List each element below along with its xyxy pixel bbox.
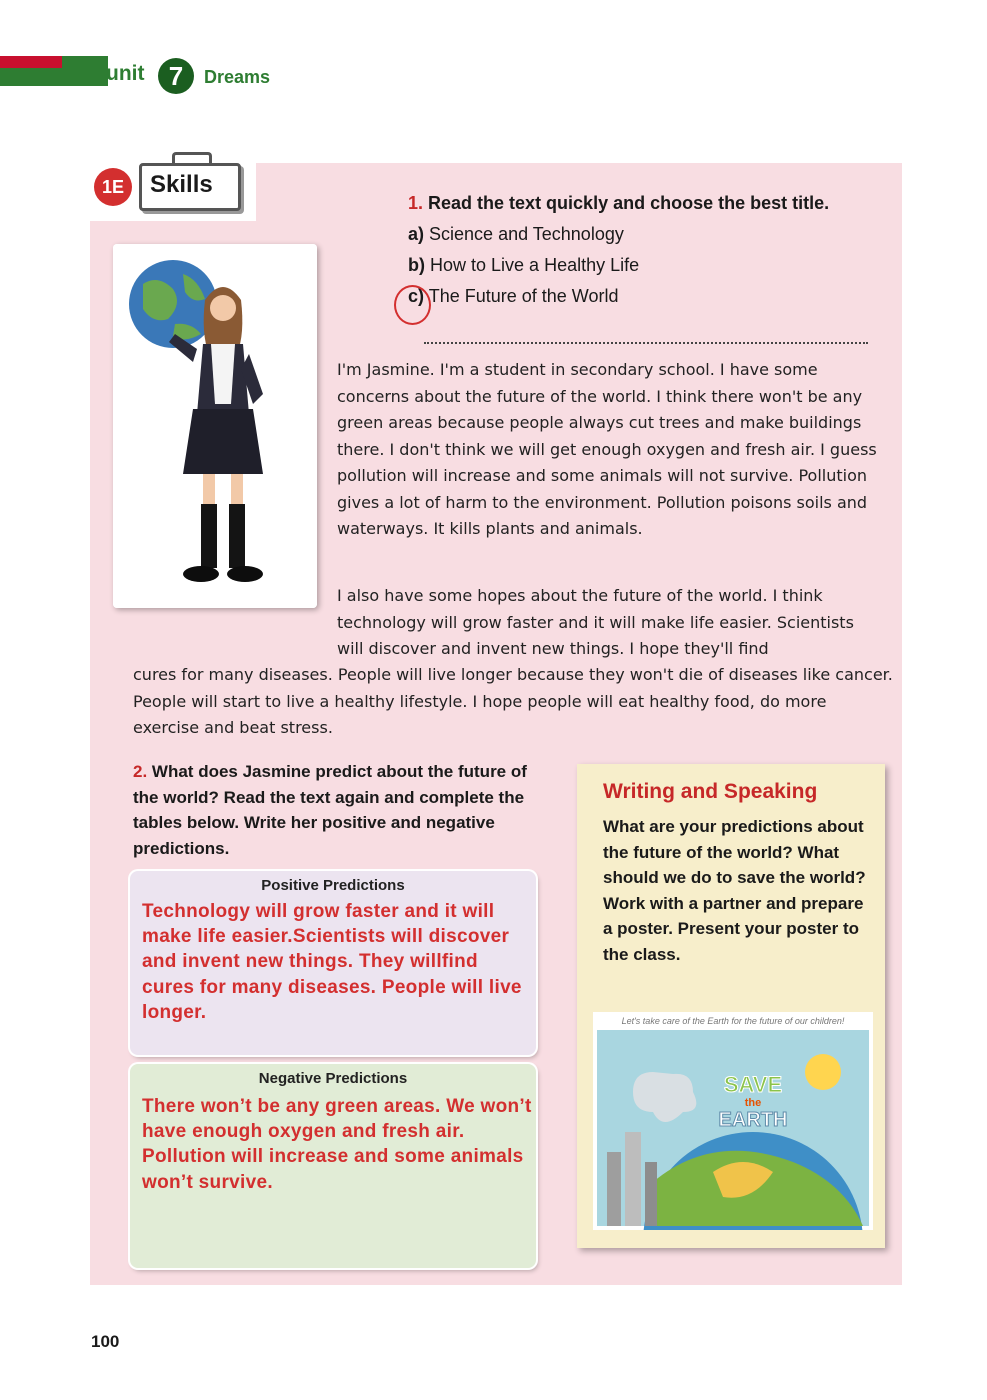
question2-prompt — [133, 759, 533, 861]
writing-speaking-instructions: What are your predictions about the future of the world? What should we do to save the world? Work with a partner and prepare a poster. Present your poster to the class. — [603, 817, 866, 964]
option-a-letter: a) — [408, 224, 425, 244]
student-photo — [113, 244, 317, 608]
positive-predictions-answer[interactable]: Technology will grow faster and it will make life easier.Scientists will discover and invent new things. They willfind cures for many diseases. People will live longer. — [142, 901, 522, 1023]
positive-predictions-box — [130, 871, 536, 1055]
answer-dotted-line — [424, 342, 868, 344]
header-bar-green-top — [62, 56, 108, 68]
negative-predictions-answer[interactable]: There won’t be any green areas. We won’t have enough oxygen and fresh air. Pollution will increase and some animals won’t survive. — [142, 1096, 532, 1193]
option-b-letter: b) — [408, 255, 425, 275]
option-c[interactable] — [408, 286, 618, 307]
positive-predictions-heading: Positive Predictions — [261, 877, 405, 894]
reading-paragraph-2-end: cures for many diseases. People will live longer because they won't die of diseases like cancer. People will start to live a healthy lifestyle. I hope people will eat healthy food, do more exercise and beat stress. — [133, 665, 893, 737]
header-bar-red — [0, 56, 62, 68]
header-bar-green — [0, 68, 108, 86]
writing-speaking-title: Writing and Speaking — [603, 780, 818, 803]
question2-text: What does Jasmine predict about the future of the world? Read the text again and complete the tables below. Write her positive and negative predictions. — [133, 762, 527, 858]
option-c-text: The Future of the World — [428, 286, 619, 306]
negative-predictions-box — [130, 1064, 536, 1268]
option-c-letter: c) — [408, 286, 425, 306]
unit-label: unit — [106, 62, 145, 85]
option-a[interactable] — [408, 224, 624, 245]
girl-with-globe-illustration — [113, 244, 317, 608]
poster-title-save: SAVE — [723, 1072, 783, 1097]
section-code-badge: 1E — [94, 168, 132, 206]
negative-predictions-heading: Negative Predictions — [258, 1070, 408, 1087]
reading-paragraph-2-start: I also have some hopes about the future of the world. I think technology will grow faster and it will make life easier. Scientists will discover and invent new things. I hope they'll find — [337, 586, 854, 658]
answer-circle-mark — [394, 285, 431, 325]
question1-prompt — [408, 193, 829, 214]
question2-number: 2. — [133, 762, 148, 781]
poster-title-earth: EARTH — [718, 1109, 788, 1131]
option-b[interactable] — [408, 255, 639, 276]
save-the-earth-poster — [593, 1012, 873, 1230]
section-label: Skills — [150, 171, 213, 198]
writing-speaking-card — [577, 764, 885, 1248]
question1-number: 1. — [408, 193, 424, 213]
page-number: 100 — [91, 1332, 120, 1351]
reading-paragraph-1: I'm Jasmine. I'm a student in secondary school. I have some concerns about the future of the world. I think there won't be any green areas because people always cut trees and make buildings there. I don't think we will get enough oxygen and fresh air. I guess pollution will increase and some animals will not survive. Pollution gives a lot of harm to the environment. Pollution poisons soils and waterways. It kills plants and animals. — [337, 360, 877, 538]
unit-number-badge: 7 — [158, 58, 194, 94]
unit-title: Dreams — [204, 67, 271, 87]
option-b-text: How to Live a Healthy Life — [430, 255, 640, 275]
earth-illustration — [593, 1012, 873, 1230]
option-a-text: Science and Technology — [429, 224, 624, 244]
poster-caption: Let's take care of the Earth for the future of our children! — [621, 1016, 845, 1026]
poster-title-the: the — [744, 1097, 762, 1109]
question1-text: Read the text quickly and choose the best title. — [428, 193, 830, 213]
